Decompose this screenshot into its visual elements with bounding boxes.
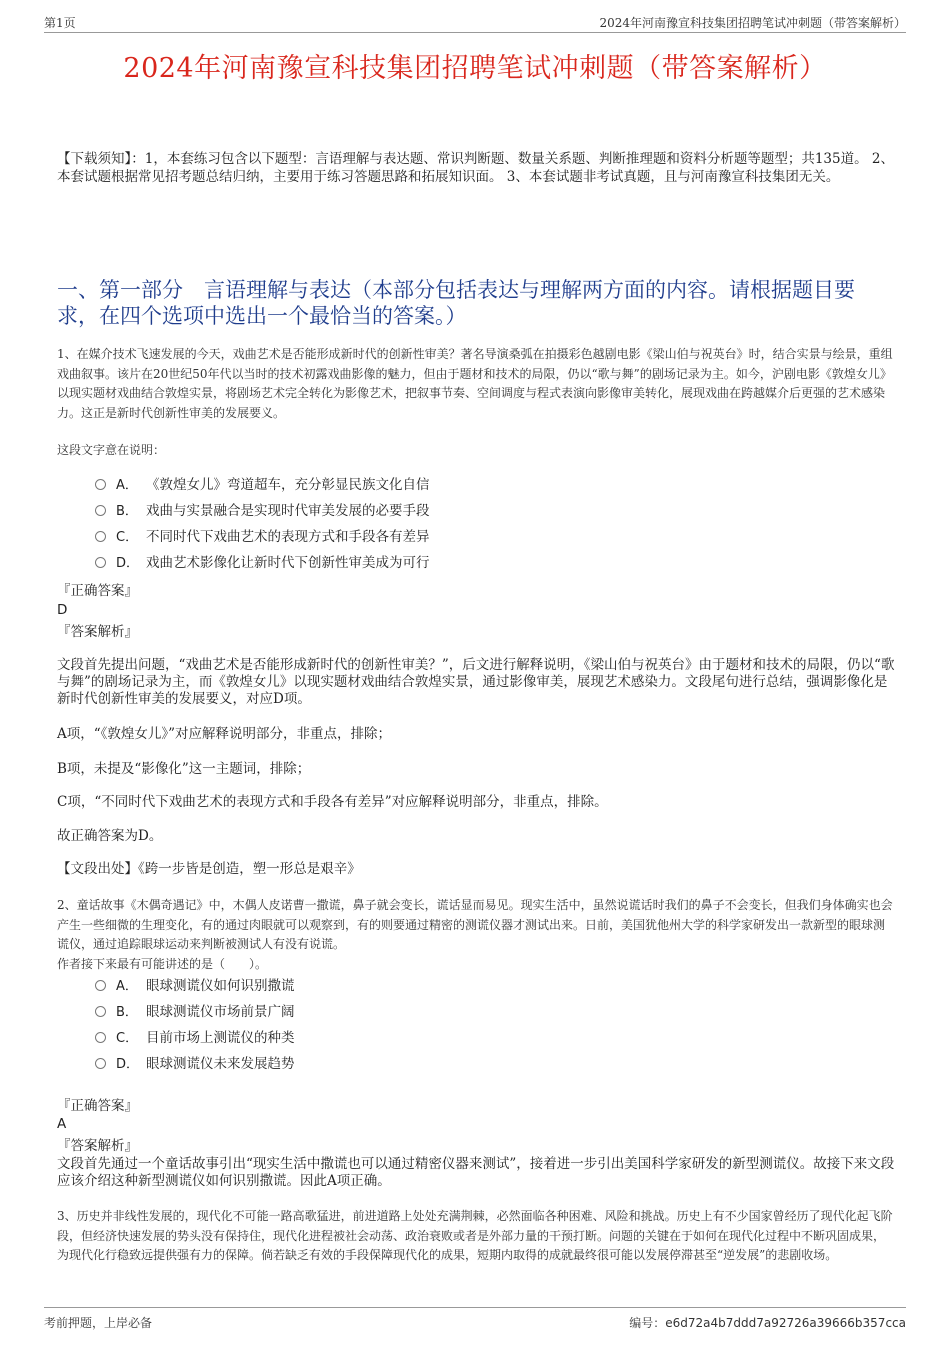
option-d[interactable]: D． 戏曲艺术影像化让新时代下创新性审美成为可行 <box>95 550 430 576</box>
question-3-stem: 3、历史并非线性发展的，现代化不可能一路高歌猛进，前进道路上处处充满荆棘，必然面临各种困难、风险和挑战。历史上有不少国家曾经历了现代化起飞阶段，但经济快速发展的势头没有保持住，现代化进程被社会动荡、政治衰败或者是外部力量的干预打断。问题的关键在于如何在现代化过程中不断巩固成果，为现代化行稳致远提供强有力的保障。倘若缺乏有效的手段保障现代化的成果，短期内取得的成就最终很可能以发展停滞甚至“逆发展”的悲剧收场。 <box>57 1209 893 1262</box>
radio-button[interactable] <box>95 479 106 490</box>
option-c[interactable]: C． 目前市场上测谎仪的种类 <box>95 1025 295 1051</box>
question-1-stem: 1、在媒介技术飞速发展的今天，戏曲艺术是否能形成新时代的创新性审美？著名导演桑弧在拍摄彩色越剧电影《梁山伯与祝英台》时，结合实景与绘景，重组戏曲叙事。该片在20世纪50年代以当时的技术初露戏曲影像的魅力，但由于题材和技术的局限，仍以“歌与舞”的剧场记录为主。如今，沪剧电影《敦煌女儿》以现实题材戏曲结合敦煌实景，将剧场艺术完全转化为影像艺术，把叙事节奏、空间调度与程式表演向影像审美转化，展现戏曲在跨越媒介后更强的艺术感染力。这正是新时代创新性审美的发展要义。 <box>57 347 893 420</box>
option-d[interactable]: D． 眼球测谎仪未来发展趋势 <box>95 1051 295 1077</box>
answer-label: 『正确答案』 <box>57 1098 138 1114</box>
question-1-prompt: 这段文字意在说明： <box>57 443 166 457</box>
source-note: 【文段出处】《跨一步皆是创造，塑一形总是艰辛》 <box>57 861 361 877</box>
analysis-label: 『答案解析』 <box>57 1138 138 1154</box>
answer-value: D <box>57 602 68 618</box>
question-2-analysis: 文段首先通过一个童话故事引出“现实生活中撒谎也可以通过精密仪器来测试”，接着进一步引出美国科学家研发的新型测谎仪。故接下来文段应该介绍这种新型测谎仪如何识别撒谎。因此A项正确。 <box>57 1156 895 1189</box>
option-b[interactable]: B． 眼球测谎仪市场前景广阔 <box>95 999 295 1025</box>
radio-button[interactable] <box>95 1006 106 1017</box>
option-b-note: B项，未提及“影像化”这一主题词，排除； <box>57 761 311 777</box>
radio-button[interactable] <box>95 980 106 991</box>
question-2-prompt: 作者接下来最有可能讲述的是（ ）。 <box>57 957 268 971</box>
question-2-stem: 2、童话故事《木偶奇遇记》中，木偶人皮诺曹一撒谎，鼻子就会变长，谎话显而易见。现实生活中，虽然说谎话时我们的鼻子不会变长，但我们身体确实也会产生一些细微的生理变化，有的通过肉眼就可以观察到，有的则要通过精密的测谎仪器才测试出来。日前，美国犹他州大学的科学家研发出一款新型的眼球测谎仪，通过追踪眼球运动来判断被测试人有没有说谎。 <box>57 898 893 951</box>
page-header <box>44 14 906 34</box>
radio-button[interactable] <box>95 557 106 568</box>
option-a[interactable]: A． 眼球测谎仪如何识别撒谎 <box>95 973 295 999</box>
footer-code: 编号：e6d72a4b7ddd7a92726a39666b357cca <box>629 1316 906 1330</box>
footer-divider <box>44 1307 906 1308</box>
option-a[interactable]: A． 《敦煌女儿》弯道超车，充分彰显民族文化自信 <box>95 472 430 498</box>
header-divider <box>44 32 906 33</box>
section-heading: 一、第一部分 言语理解与表达（本部分包括表达与理解两方面的内容。请根据题目要求，在四个选项中选出一个最恰当的答案。） <box>57 278 855 328</box>
question-2-options <box>95 973 295 1077</box>
question-1-options <box>95 472 430 576</box>
answer-value: A <box>57 1116 67 1132</box>
radio-button[interactable] <box>95 1058 106 1069</box>
option-c-note: C项，“不同时代下戏曲艺术的表现方式和手段各有差异”对应解释说明部分，非重点，排除。 <box>57 794 608 810</box>
footer-slogan: 考前押题，上岸必备 <box>44 1316 153 1330</box>
option-a-note: A项，“《敦煌女儿》”对应解释说明部分，非重点，排除； <box>57 726 392 742</box>
question-1-analysis: 文段首先提出问题，“戏曲艺术是否能形成新时代的创新性审美？”，后文进行解释说明，《梁山伯与祝英台》由于题材和技术的局限，仍以“歌与舞”的剧场记录为主，而《敦煌女儿》以现实题材戏曲结合敦煌实景，通过影像审美，展现艺术感染力。文段尾句进行总结，强调影像化是新时代创新性审美的发展要义，对应D项。 <box>57 657 895 707</box>
radio-button[interactable] <box>95 505 106 516</box>
document-code: e6d72a4b7ddd7a92726a39666b357cca <box>665 1316 906 1330</box>
page-footer <box>44 1314 906 1331</box>
download-notice: 【下载须知】：1，本套练习包含以下题型：言语理解与表达题、常识判断题、数量关系题、判断推理题和资料分析题等题型；共135道。 2、本套试题根据常见招考题总结归纳，主要用于练习答题思路和拓展知识面。 3、本套试题非考试真题，且与河南豫宣科技集团无关。 <box>57 151 894 185</box>
page-number: 第1页 <box>44 16 76 30</box>
conclusion: 故正确答案为D。 <box>57 828 163 844</box>
answer-label: 『正确答案』 <box>57 583 138 599</box>
header-doc-title: 2024年河南豫宣科技集团招聘笔试冲刺题（带答案解析） <box>599 16 906 30</box>
option-c[interactable]: C． 不同时代下戏曲艺术的表现方式和手段各有差异 <box>95 524 430 550</box>
option-b[interactable]: B． 戏曲与实景融合是实现时代审美发展的必要手段 <box>95 498 430 524</box>
analysis-label: 『答案解析』 <box>57 624 138 640</box>
page-title: 2024年河南豫宣科技集团招聘笔试冲刺题（带答案解析） <box>123 53 827 84</box>
radio-button[interactable] <box>95 531 106 542</box>
radio-button[interactable] <box>95 1032 106 1043</box>
